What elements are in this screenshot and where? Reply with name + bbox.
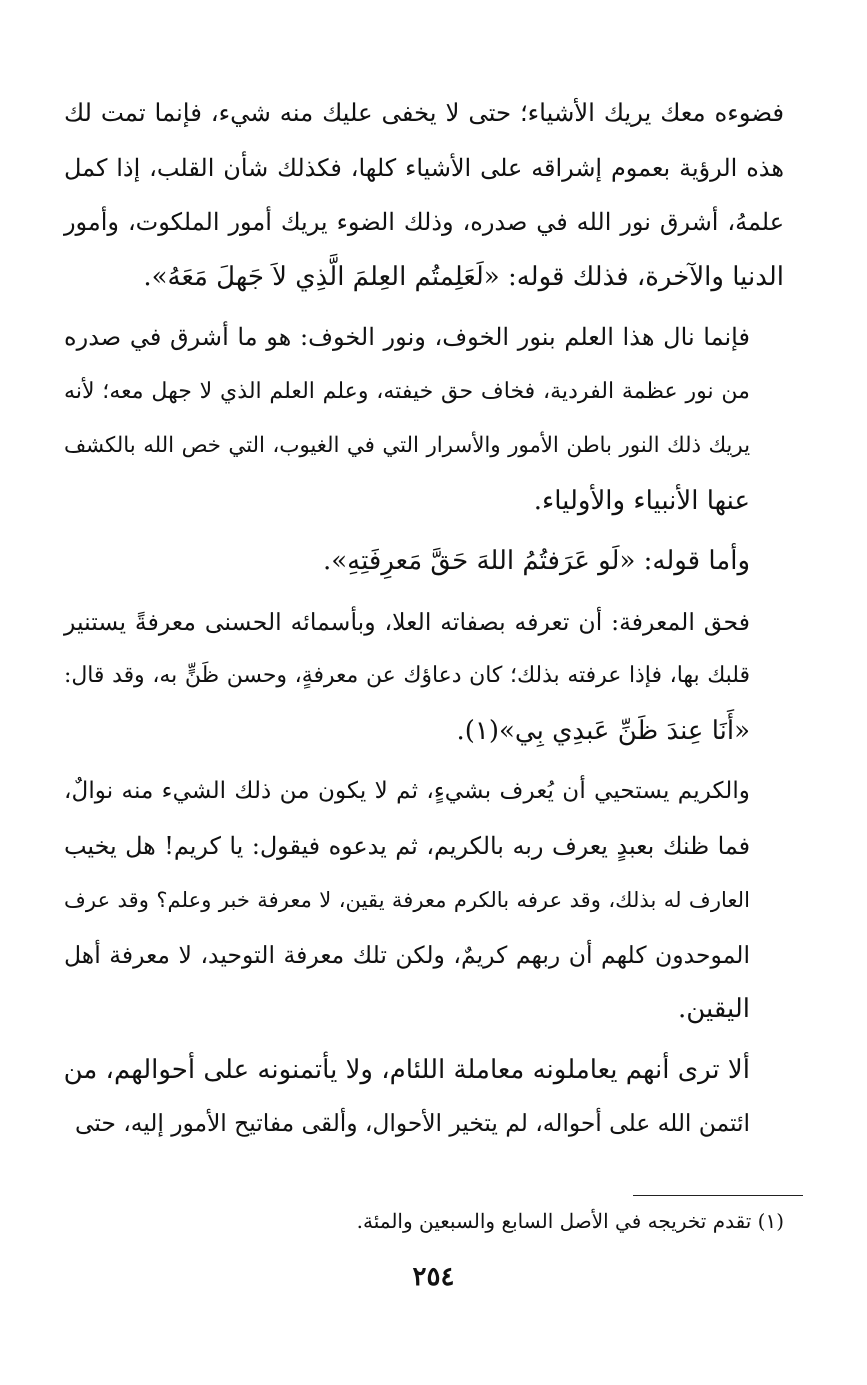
text-line: يريك ذلك النور باطن الأمور والأسرار التي في الغيوب، التي خص الله بالكشف bbox=[64, 433, 750, 458]
text-line: عنها الأنبياء والأولياء. bbox=[533, 485, 750, 516]
footnote-separator bbox=[633, 1195, 803, 1196]
text-line: ألا ترى أنهم يعاملونه معاملة اللئام، ولا يأتمنونه على أحوالهم، من bbox=[63, 1054, 750, 1085]
text-line: اليقين. bbox=[677, 994, 750, 1024]
paragraph bbox=[64, 86, 784, 304]
text-line: فضوءه معك يريك الأشياء؛ حتى لا يخفى عليك منه شيء، فإنما تمت لك bbox=[64, 98, 784, 127]
text-line: الموحدون كلهم أن ربهم كريمٌ، ولكن تلك معرفة التوحيد، لا معرفة أهل bbox=[64, 940, 750, 969]
paragraph bbox=[64, 310, 784, 528]
text-line: الدنيا والآخرة، فذلك قوله: «لَعَلِمتُم العِلمَ الَّذِي لاَ جَهلَ مَعَهُ». bbox=[143, 261, 784, 292]
text-line: قلبك بها، فإذا عرفته بذلك؛ كان دعاؤك عن معرفةٍ، وحسن ظَنٍّ به، وقد قال: bbox=[64, 663, 750, 688]
text-line: هذه الرؤية بعموم إشراقه على الأشياء كلها، فكذلك شأن القلب، إذا كمل bbox=[64, 153, 784, 182]
text-line: وأما قوله: «لَو عَرَفتُمُ اللهَ حَقَّ مَعرِفَتِهِ». bbox=[322, 546, 750, 576]
body-text bbox=[64, 86, 784, 1158]
text-line: فإنما نال هذا العلم بنور الخوف، ونور الخوف: هو ما أشرق في صدره bbox=[64, 323, 750, 351]
paragraph bbox=[64, 764, 784, 1037]
text-line: العارف له بذلك، وقد عرفه بالكرم معرفة يقين، لا معرفة خبر وعلم؟ وقد عرف bbox=[64, 887, 750, 912]
text-line: ائتمن الله على أحواله، لم يتخير الأحوال، وألقى مفاتيح الأمور إليه، حتى bbox=[74, 1110, 750, 1137]
paragraph bbox=[64, 595, 784, 759]
text-line: علمهُ، أشرق نور الله في صدره، وذلك الضوء يريك أمور الملكوت، وأمور bbox=[64, 208, 784, 236]
paragraph bbox=[64, 1043, 784, 1152]
text-line: «أَنَا عِندَ ظَنِّ عَبدِي بِي»(١). bbox=[456, 715, 750, 746]
text-line: فحق المعرفة: أن تعرفه بصفاته العلا، وبأسمائه الحسنى معرفةً يستنير bbox=[64, 607, 750, 636]
page-number: ٢٥٤ bbox=[412, 1262, 455, 1292]
text-line: والكريم يستحيي أن يُعرف بشيءٍ، ثم لا يكون من ذلك الشيء منه نوالٌ، bbox=[64, 777, 750, 804]
footnote: (١) تقدم تخريجه في الأصل السابع والسبعين والمئة. bbox=[356, 1209, 784, 1233]
text-line: من نور عظمة الفردية، فخاف حق خيفته، وعلم العلم الذي لا جهل معه؛ لأنه bbox=[64, 378, 750, 404]
text-line: فما ظنك بعبدٍ يعرف ربه بالكريم، ثم يدعوه فيقول: يا كريم! هل يخيب bbox=[64, 831, 750, 860]
paragraph bbox=[64, 534, 784, 589]
